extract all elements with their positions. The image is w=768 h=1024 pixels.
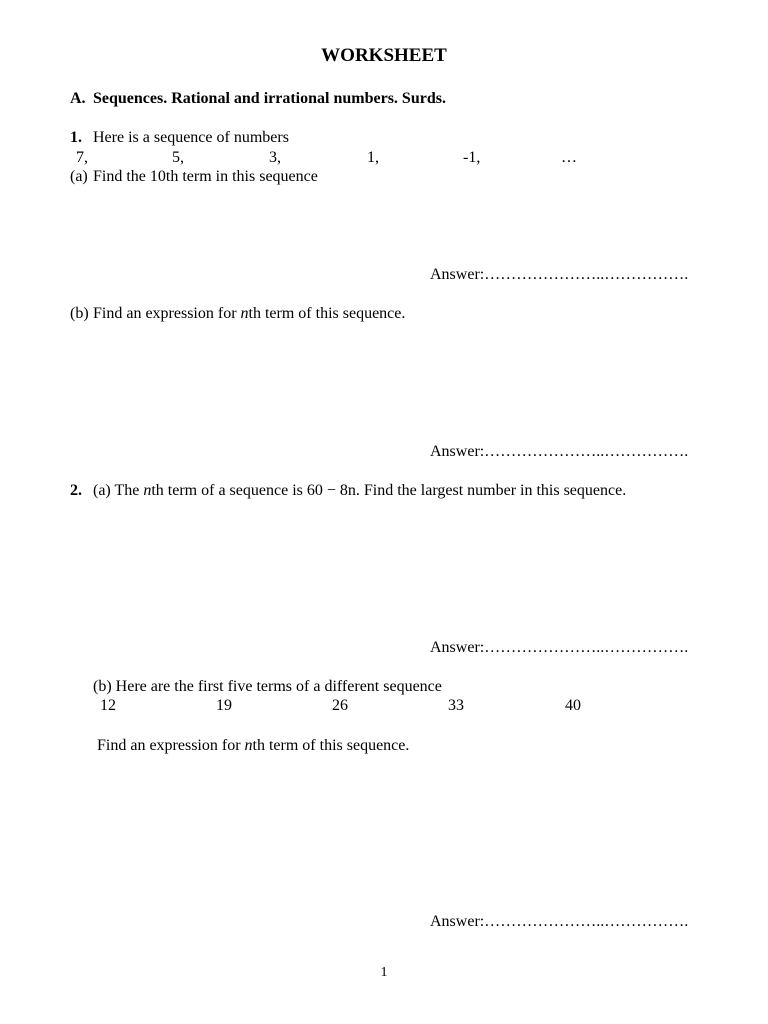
q1-term-1: 7,: [76, 149, 88, 166]
page-number: 1: [380, 965, 388, 980]
q2b-term-2: 19: [216, 697, 232, 714]
q1a-label: (a): [70, 168, 88, 185]
q1-number: 1.: [70, 129, 82, 146]
q2b-term-5: 40: [565, 697, 581, 714]
q2-number: 2.: [70, 482, 82, 499]
q2b-term-3: 26: [332, 697, 348, 714]
q1a-text: Find the 10th term in this sequence: [93, 168, 318, 185]
q2b-term-4: 33: [448, 697, 464, 714]
q1-term-2: 5,: [172, 149, 184, 166]
q1-term-5: -1,: [463, 149, 481, 166]
q1b-text: Find an expression for nth term of this sequence.: [93, 305, 406, 322]
q2a-text: (a) The nth term of a sequence is 60 − 8n. Find the largest number in this sequence.: [93, 482, 627, 499]
q2b-term-1: 12: [100, 697, 116, 714]
q1b-answer-line[interactable]: Answer:…………………..…………….: [430, 443, 689, 460]
q2a-answer-line[interactable]: Answer:…………………..…………….: [430, 639, 689, 656]
q1b-label: (b): [70, 305, 89, 322]
q1-term-4: 1,: [367, 149, 379, 166]
section-letter: A.: [70, 90, 86, 107]
q2b-answer-line[interactable]: Answer:…………………..…………….: [430, 913, 689, 930]
q1-term-3: 3,: [269, 149, 281, 166]
q1-intro: Here is a sequence of numbers: [93, 129, 289, 146]
worksheet-title: WORKSHEET: [321, 45, 447, 66]
q2b-intro: (b) Here are the first five terms of a different sequence: [93, 678, 442, 695]
q2b-text: Find an expression for nth term of this sequence.: [97, 737, 410, 754]
section-heading: Sequences. Rational and irrational numbers. Surds.: [93, 90, 446, 107]
q1a-answer-line[interactable]: Answer:…………………..…………….: [430, 266, 689, 283]
q2a-expression: 60 − 8n: [306, 482, 356, 499]
q1-term-6: …: [561, 149, 577, 166]
